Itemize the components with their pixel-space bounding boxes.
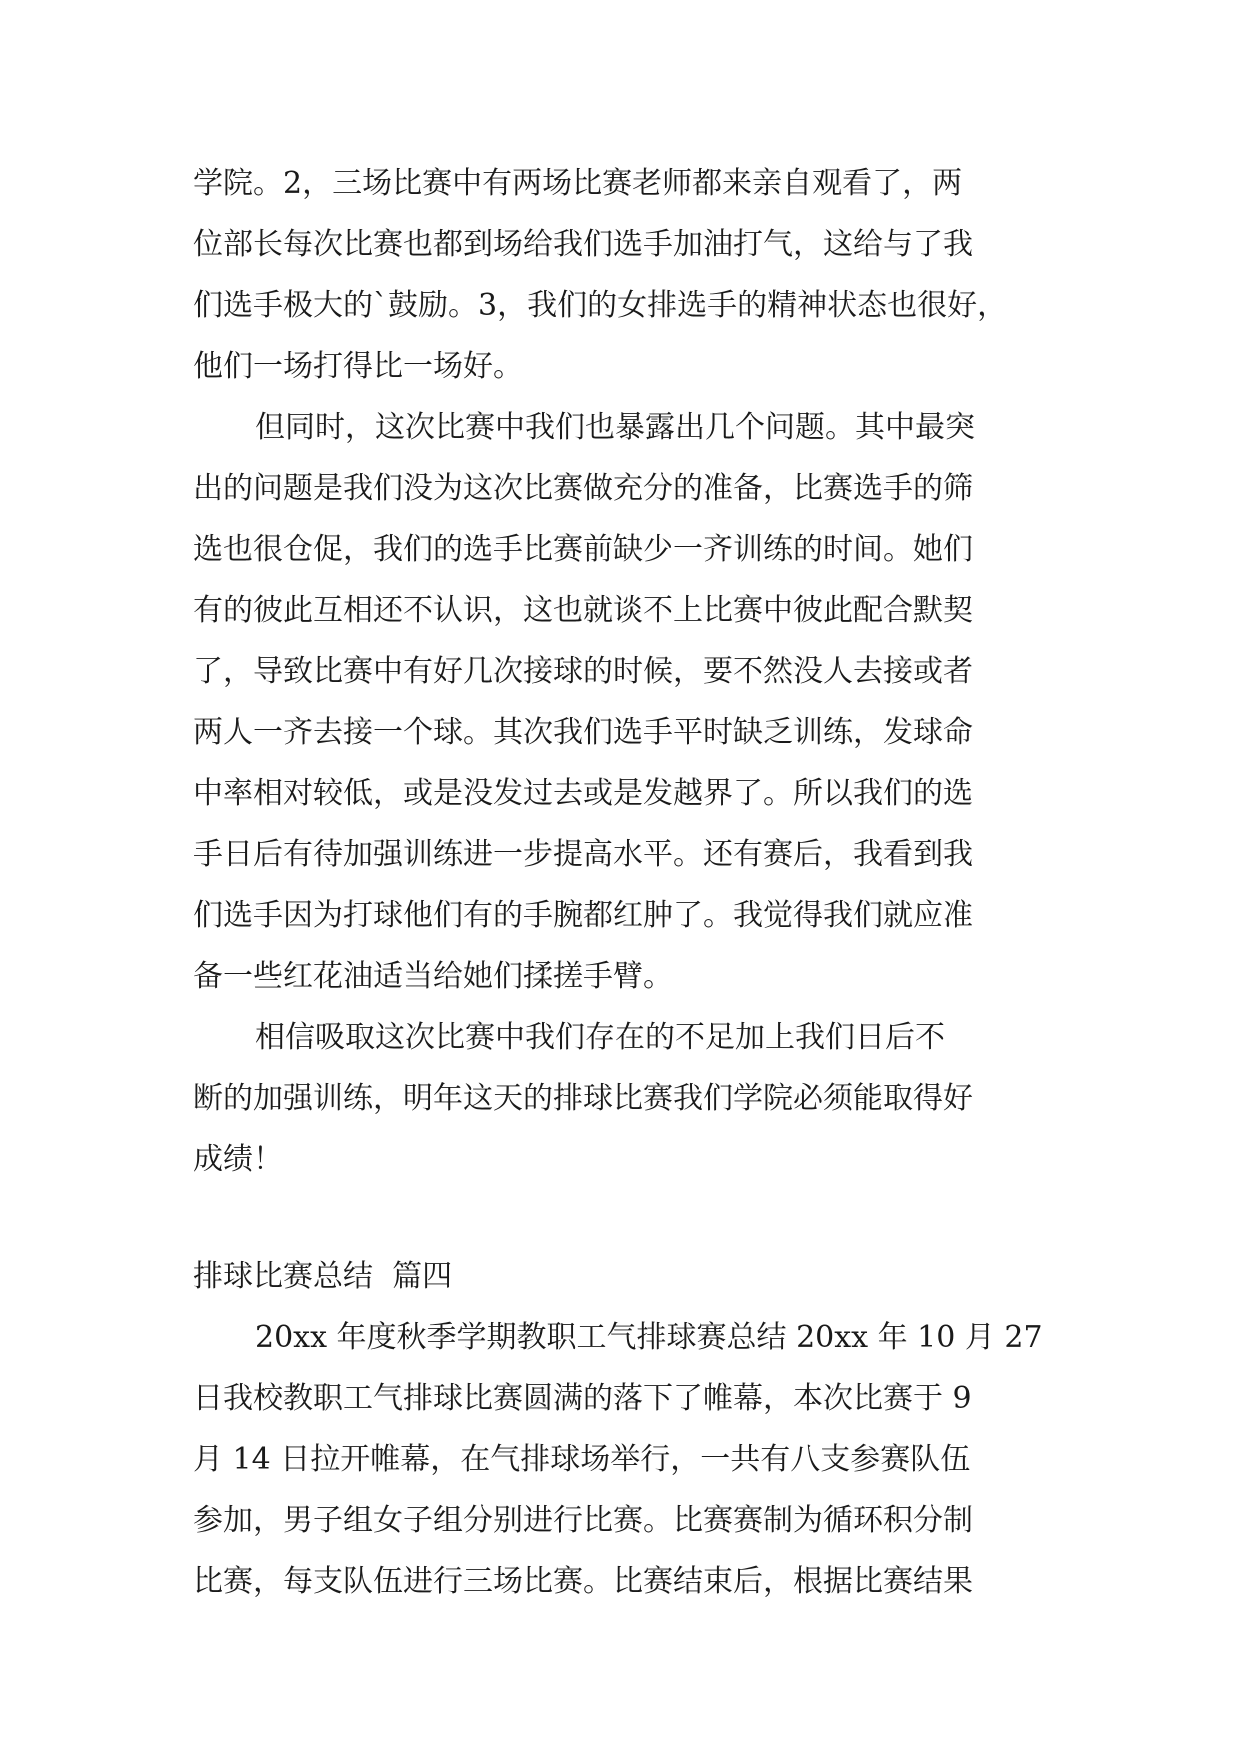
text-line: 比赛，每支队伍进行三场比赛。比赛结束后，根据比赛结果: [193, 1564, 973, 1599]
text-line: 但同时，这次比赛中我们也暴露出几个问题。其中最突: [255, 410, 975, 445]
text-line: 成绩！: [193, 1142, 283, 1177]
text-line: 学院。2，三场比赛中有两场比赛老师都来亲自观看了，两: [193, 166, 963, 201]
text-line: 中率相对较低，或是没发过去或是发越界了。所以我们的选: [193, 776, 973, 811]
paragraph: [193, 153, 1049, 397]
section-spacer: [193, 1190, 1049, 1246]
text-line: 断的加强训练，明年这天的排球比赛我们学院必须能取得好: [193, 1081, 973, 1116]
text-line: 相信吸取这次比赛中我们存在的不足加上我们日后不: [255, 1020, 945, 1055]
text-line: 们选手极大的`鼓励。3，我们的女排选手的精神状态也很好，: [193, 288, 1008, 323]
text-line: 手日后有待加强训练进一步提高水平。还有赛后，我看到我: [193, 837, 973, 872]
text-line: 月 14 日拉开帷幕，在气排球场举行，一共有八支参赛队伍: [193, 1442, 971, 1477]
text-line: 有的彼此互相还不认识，这也就谈不上比赛中彼此配合默契: [193, 593, 973, 628]
paragraph: [193, 1007, 1049, 1190]
text-line: 出的问题是我们没为这次比赛做充分的准备，比赛选手的筛: [193, 471, 973, 506]
document-body: [193, 153, 1049, 1612]
text-line: 备一些红花油适当给她们揉搓手臂。: [193, 959, 673, 994]
text-line: 选也很仓促，我们的选手比赛前缺少一齐训练的时间。她们: [193, 532, 973, 567]
text-line: 了，导致比赛中有好几次接球的时候，要不然没人去接或者: [193, 654, 973, 689]
text-line: 日我校教职工气排球比赛圆满的落下了帷幕，本次比赛于 9: [193, 1381, 972, 1416]
paragraph: [193, 1307, 1049, 1612]
text-line: 20xx 年度秋季学期教职工气排球赛总结 20xx 年 10 月 27: [255, 1320, 1043, 1355]
section-title: 排球比赛总结 篇四: [193, 1259, 453, 1294]
text-line: 位部长每次比赛也都到场给我们选手加油打气，这给与了我: [193, 227, 973, 262]
text-line: 们选手因为打球他们有的手腕都红肿了。我觉得我们就应准: [193, 898, 973, 933]
text-line: 参加，男子组女子组分别进行比赛。比赛赛制为循环积分制: [193, 1503, 973, 1538]
text-line: 他们一场打得比一场好。: [193, 349, 523, 384]
text-line: 两人一齐去接一个球。其次我们选手平时缺乏训练，发球命: [193, 715, 973, 750]
paragraph: [193, 397, 1049, 1007]
